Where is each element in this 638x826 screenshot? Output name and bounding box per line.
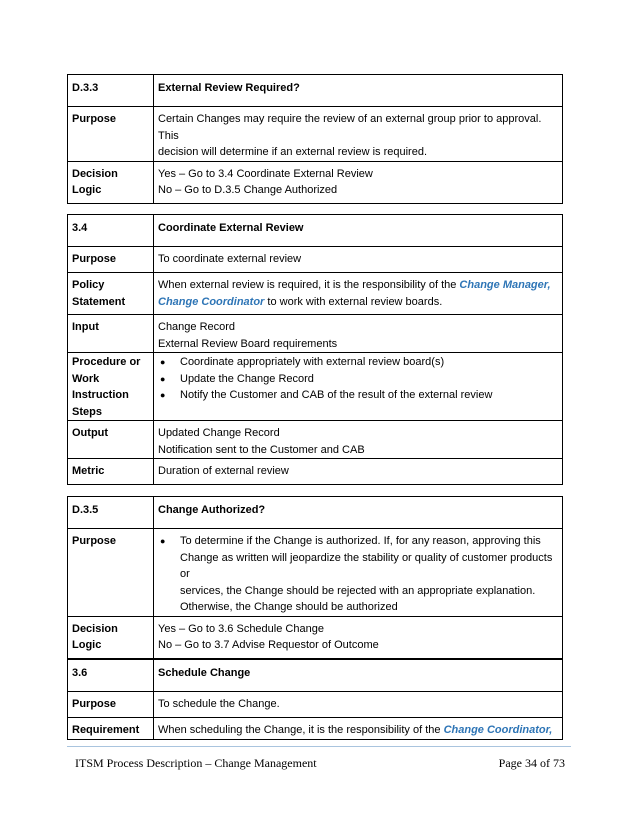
- list-item: ● Coordinate appropriately with external review board(s): [158, 354, 558, 371]
- table-title: External Review Required?: [154, 75, 563, 107]
- row-label: Procedure or Work Instruction Steps: [68, 353, 154, 421]
- row-label: Purpose: [68, 692, 154, 718]
- table-id: D.3.3: [68, 75, 154, 107]
- table-d-3-5: [67, 496, 563, 659]
- row-label: Metric: [68, 459, 154, 485]
- table-d-3-3: [67, 74, 563, 204]
- footer-divider: [67, 746, 571, 747]
- role-change-coordinator: Change Coordinator,: [443, 724, 553, 736]
- row-label: Input: [68, 315, 154, 353]
- row-value: [154, 529, 563, 617]
- footer-title: ITSM Process Description – Change Management: [75, 756, 317, 770]
- row-label: Policy Statement: [68, 273, 154, 315]
- role-change-manager: Change Manager,: [459, 279, 551, 291]
- list-item: ● To determine if the Change is authorized. If, for any reason, approving this Change as written will jeopardize the stability or quality of customer products or services, the Change should be rejected with an appropriate explanation. Otherwise, the Change should be authorized: [158, 533, 558, 616]
- row-label: Purpose: [68, 247, 154, 273]
- role-change-coordinator: Change Coordinator: [158, 295, 265, 308]
- row-value: Yes – Go to 3.6 Schedule Change No – Go to 3.7 Advise Requestor of Outcome: [154, 616, 563, 658]
- row-value: Updated Change Record Notification sent to the Customer and CAB: [154, 421, 563, 459]
- row-value: Change Record External Review Board requirements: [154, 315, 563, 353]
- row-label: Purpose: [68, 529, 154, 617]
- list-item: ● Notify the Customer and CAB of the result of the external review: [158, 387, 558, 404]
- policy-statement: When external review is required, it is the responsibility of the Change Manager, Change Coordinator to work with external review boards.: [154, 273, 563, 315]
- table-id: D.3.5: [68, 497, 154, 529]
- table-id: 3.6: [68, 660, 154, 692]
- row-label: Purpose: [68, 107, 154, 162]
- procedure-steps: [154, 353, 563, 421]
- list-item: ● Update the Change Record: [158, 371, 558, 388]
- table-title: Change Authorized?: [154, 497, 563, 529]
- table-3-6: [67, 659, 563, 740]
- row-label: Output: [68, 421, 154, 459]
- row-label: Decision Logic: [68, 161, 154, 203]
- row-value: To schedule the Change.: [154, 692, 563, 718]
- table-3-4: [67, 214, 563, 485]
- row-value: Certain Changes may require the review of an external group prior to approval. This decision will determine if an external review is required.: [154, 107, 563, 162]
- row-value: To coordinate external review: [154, 247, 563, 273]
- table-title: Schedule Change: [154, 660, 563, 692]
- table-title: Coordinate External Review: [154, 215, 563, 247]
- row-value: Yes – Go to 3.4 Coordinate External Review No – Go to D.3.5 Change Authorized: [154, 161, 563, 203]
- row-value: Duration of external review: [154, 459, 563, 485]
- page-number: Page 34 of 73: [498, 756, 565, 770]
- requirement-text: When scheduling the Change, it is the responsibility of the Change Coordinator,: [154, 718, 563, 740]
- row-label: Decision Logic: [68, 616, 154, 658]
- row-label: Requirement: [68, 718, 154, 740]
- table-id: 3.4: [68, 215, 154, 247]
